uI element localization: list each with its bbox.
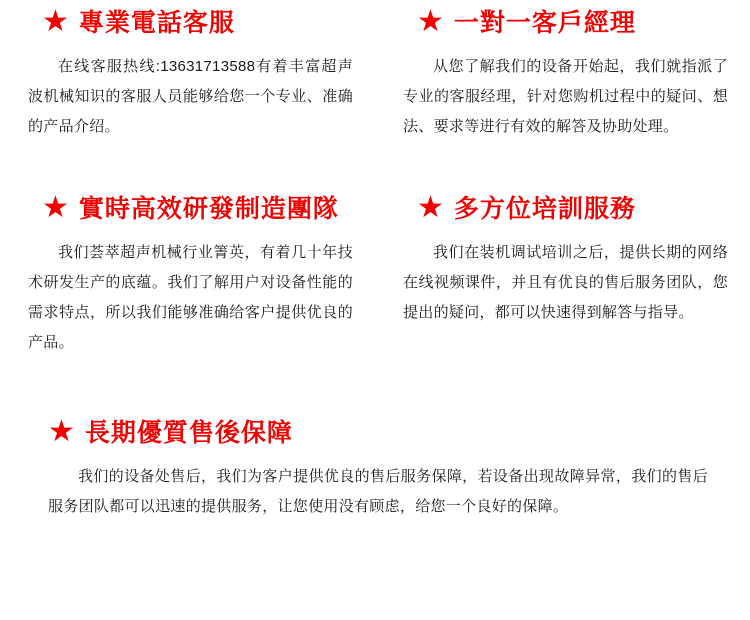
section-title: 長期優質售後保障 <box>84 419 293 447</box>
feature-block-rd-team <box>14 191 375 358</box>
section-body: 我们的设备处售后，我们为客户提供优良的售后服务保障，若设备出现故障异常，我们的售后服务团队都可以迅速的提供服务，让您使用没有顾虑，给您一个良好的保障。 <box>48 468 708 515</box>
star-icon: ★ <box>417 191 444 224</box>
row-spacer <box>14 142 736 194</box>
row-spacer <box>14 358 736 418</box>
section-heading <box>389 191 736 224</box>
star-icon: ★ <box>417 5 444 38</box>
feature-row-3 <box>14 415 736 522</box>
feature-block-phone-support <box>14 5 375 142</box>
section-title: 多方位培訓服務 <box>453 195 636 223</box>
section-title: 一對一客戶經理 <box>453 9 636 37</box>
section-heading <box>14 5 361 38</box>
section-title: 實時高效研發制造團隊 <box>78 195 339 223</box>
feature-block-account-manager <box>375 5 736 142</box>
feature-block-training-service <box>375 191 736 358</box>
section-body: 从您了解我们的设备开始起，我们就指派了专业的客服经理，针对您购机过程中的疑问、想法、要求等进行有效的解答及协助处理。 <box>403 58 728 135</box>
star-icon: ★ <box>48 415 75 448</box>
section-body: 我们荟萃超声机械行业箐英，有着几十年技术研发生产的底蕴。我们了解用户对设备性能的需求特点，所以我们能够准确给客户提供优良的产品。 <box>28 244 353 351</box>
feature-block-after-sales-guarantee <box>14 415 736 522</box>
star-icon: ★ <box>42 5 69 38</box>
feature-row-2 <box>14 191 736 358</box>
section-body: 我们在装机调试培训之后，提供长期的网络在线视频课件，并且有优良的售后服务团队，您提出的疑问，都可以快速得到解答与指导。 <box>403 244 728 321</box>
section-heading <box>14 191 361 224</box>
section-heading <box>389 5 736 38</box>
star-icon: ★ <box>42 191 69 224</box>
feature-row-1 <box>14 5 736 142</box>
section-title: 專業電話客服 <box>78 9 235 37</box>
section-body: 在线客服热线:13631713588有着丰富超声波机械知识的客服人员能够给您一个专业、准确的产品介绍。 <box>28 58 353 135</box>
section-heading <box>14 415 736 448</box>
